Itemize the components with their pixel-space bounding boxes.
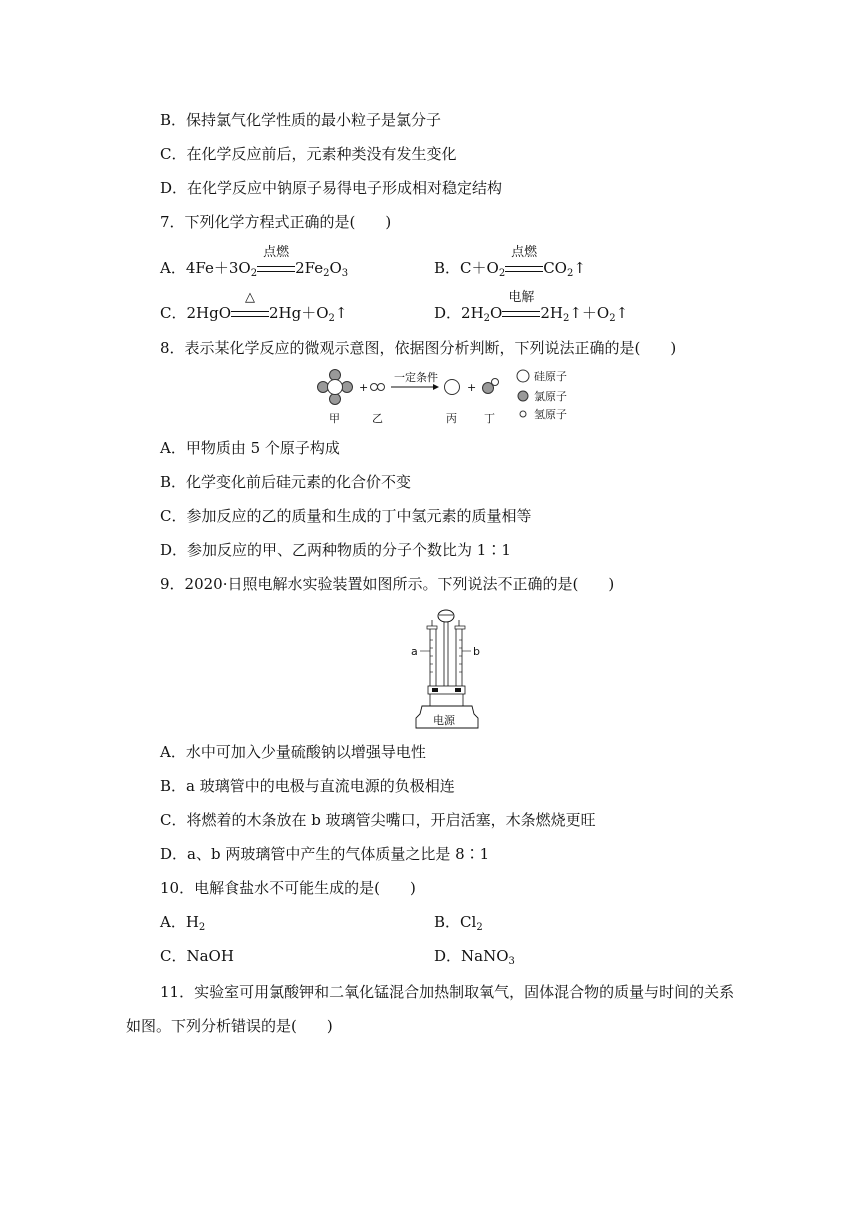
svg-text:+: + [359, 381, 369, 394]
q8-stem: 8．表示某化学反应的微观示意图，依据图分析判断，下列说法正确的是( ) [160, 339, 677, 357]
legend-cl: 氯原子 [534, 390, 567, 403]
power-supply-label: 电源 [433, 714, 455, 727]
q9-stem: 9．2020·日照电解水实验装置如图所示。下列说法不正确的是( ) [160, 575, 615, 593]
q9-option-c: C．将燃着的木条放在 b 玻璃管尖嘴口，开启活塞，木条燃烧更旺 [160, 811, 596, 829]
q10-option-b: B．$Cl_2$ [434, 913, 483, 933]
q6-option-b: B．保持氯气化学性质的最小粒子是氯分子 [160, 111, 442, 129]
reaction-microscopic-diagram [312, 368, 584, 426]
molecule-bing [445, 380, 460, 395]
q7-stem: 7．下列化学方程式正确的是( ) [160, 213, 392, 231]
label-yi: 乙 [372, 412, 383, 425]
label-jia: 甲 [329, 412, 340, 425]
q10-option-c: C．NaOH [160, 947, 234, 965]
q6-option-c: C．在化学反应前后，元素种类没有发生变化 [160, 145, 457, 163]
label-b: b [473, 645, 480, 658]
q6-option-d: D．在化学反应中钠原子易得电子形成相对稳定结构 [160, 179, 503, 197]
q7-option-d: D．$2H_2O$ 电解 $2H_2↑+O_2↑$ [434, 290, 629, 324]
legend-h: 氢原子 [534, 408, 567, 421]
q8-option-b: B．化学变化前后硅元素的化合价不变 [160, 473, 412, 491]
q9-option-d: D．a、b 两玻璃管中产生的气体质量之比是 8∶1 [160, 845, 490, 863]
q7-option-a: A．$4Fe+3O_2$ 点燃 $2Fe_2O_3$ [160, 245, 349, 279]
q8-option-d: D．参加反应的甲、乙两种物质的分子个数比为 1∶1 [160, 541, 511, 559]
legend-si: 硅原子 [534, 370, 567, 383]
q10-option-d: D．NaNO$_3$ [434, 947, 515, 967]
q10-stem: 10．电解食盐水不可能生成的是( ) [160, 879, 416, 897]
svg-text:+: + [467, 381, 477, 394]
q8-option-a: A．甲物质由 5 个原子构成 [160, 439, 340, 457]
q11-stem-line2: 如图。下列分析错误的是( ) [126, 1017, 333, 1035]
q11-stem-line1: 11．实验室可用氯酸钾和二氧化锰混合加热制取氧气，固体混合物的质量与时间的关系 [160, 983, 735, 1001]
label-bing: 丙 [446, 412, 457, 425]
molecule-jia [318, 370, 353, 405]
q7-option-b: B．$C+O_2$ 点燃 $CO_2↑$ [434, 245, 586, 279]
electrolysis-apparatus-diagram [408, 606, 486, 732]
molecule-yi [371, 384, 385, 391]
q8-option-c: C．参加反应的乙的质量和生成的丁中氢元素的质量相等 [160, 507, 532, 525]
label-ding: 丁 [484, 412, 495, 425]
q7-option-c: C．2HgO △ $2Hg+O_2↑$ [160, 290, 348, 324]
molecule-ding [483, 379, 499, 394]
label-a: a [411, 645, 418, 658]
q9-option-a: A．水中可加入少量硫酸钠以增强导电性 [160, 743, 426, 761]
q10-option-a: A．$H_2$ [160, 913, 206, 933]
reaction-condition: 一定条件 [394, 371, 438, 384]
q9-option-b: B．a 玻璃管中的电极与直流电源的负极相连 [160, 777, 455, 795]
